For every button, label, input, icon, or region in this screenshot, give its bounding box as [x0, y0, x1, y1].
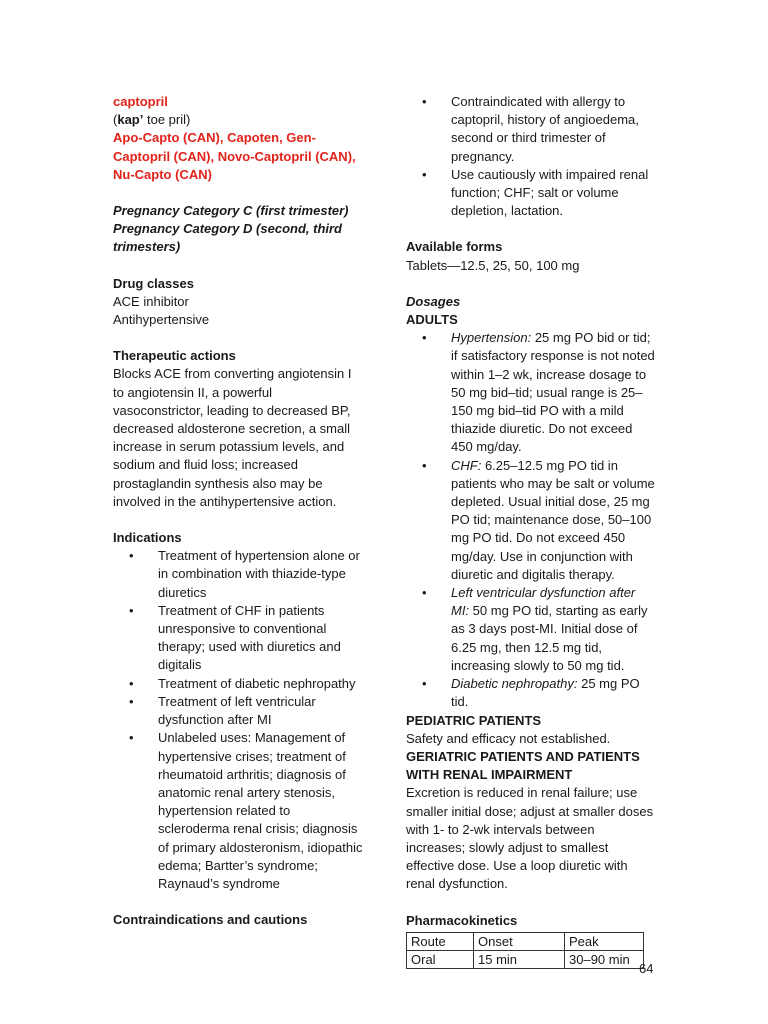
pronunciation-open: (: [113, 112, 118, 128]
right-column: [406, 93, 656, 969]
pediatric-heading: PEDIATRIC PATIENTS: [406, 712, 542, 728]
dosages-heading: Dosages: [406, 293, 461, 309]
indication-item: • Treatment of diabetic nephropathy: [113, 675, 365, 693]
geriatric-text: Excretion is reduced in renal failure; use smaller initial dose; adjust at smaller doses with 1- to 2-wk intervals between increases; slowly adjust to smallest effective dose. Use a loop diuretic with renal dysfunction.: [406, 785, 654, 892]
pronunciation: [113, 111, 365, 129]
pediatric-text: Safety and efficacy not established.: [406, 730, 611, 746]
geriatric-heading: GERIATRIC PATIENTS AND PATIENTS WITH RENAL IMPAIRMENT: [406, 748, 640, 783]
contraindication-item: • Contraindicated with allergy to captopril, history of angioedema, second or third trimester of pregnancy.: [406, 93, 656, 166]
therapeutic-actions-text: Blocks ACE from converting angiotensin I to angiotensin II, a powerful vasoconstrictor, leading to decreased BP, decreased aldosterone secretion, a small increase in serum potassium levels, and sodium and fluid loss; increased prostaglandin synthesis also may be involved in the antihypertensive action.: [113, 366, 352, 509]
dosage-label: Left ventricular dysfunction after MI:: [451, 585, 636, 619]
dosage-text: 6.25–12.5 mg PO tid in patients who may be salt or volume depleted. Usual initial dose, 25 mg PO tid; maintenance dose, 50–100 mg PO tid. Do not exceed 450 mg/day. Use in conjunction with diuretic and digitalis therapy.: [451, 457, 655, 582]
dosage-label: Hypertension:: [451, 330, 532, 346]
pharmacokinetics-heading: Pharmacokinetics: [406, 912, 518, 928]
dosage-text: 25 mg PO bid or tid; if satisfactory response is not noted within 1–2 wk, increase dosage to 50 mg bid–tid; usual range is 25–150 mg bid–tid PO with a mild thiazide diuretic. Do not exceed 450 mg/day.: [451, 330, 655, 455]
indication-item: • Unlabeled uses: Management of hypertensive crises; treatment of rheumatoid arthritis; diagnosis of anatomic renal artery stenosis, hypertension related to scleroderma renal crisis; diagnosis of primary aldosteronism, idiopathic edema; Bartter’s syndrome; Raynaud’s syndrome: [113, 729, 365, 893]
drug-name: captopril: [113, 94, 168, 109]
table-cell: 30–90 min: [565, 950, 644, 968]
table-header-cell: Onset: [474, 932, 565, 950]
therapeutic-actions-heading: Therapeutic actions: [113, 348, 236, 364]
dosage-item: [406, 457, 656, 584]
dosage-label: Diabetic nephropathy:: [451, 676, 578, 692]
dosage-item: [406, 675, 656, 711]
dosage-text: 50 mg PO tid, starting as early as 3 days post-MI. Initial dose of 6.25 mg, then 12.5 mg tid, increasing slowly to 50 mg tid.: [451, 603, 648, 673]
pronunciation-stress: kap’: [117, 112, 144, 128]
dosage-text: 25 mg PO tid.: [451, 676, 640, 710]
indication-item: • Treatment of CHF in patients unresponsive to conventional therapy; used with diuretics and digitalis: [113, 602, 365, 675]
available-forms-text: Tablets—12.5, 25, 50, 100 mg: [406, 257, 580, 273]
drug-classes-heading: Drug classes: [113, 275, 194, 291]
indication-item: • Treatment of hypertension alone or in combination with thiazide-type diuretics: [113, 547, 365, 602]
table-header-row: [407, 932, 644, 950]
brand-names: Apo-Capto (CAN), Capoten, Gen-Captopril (CAN), Novo-Captopril (CAN), Nu-Capto (CAN): [113, 130, 356, 182]
dosage-item: [406, 329, 656, 456]
drug-class-item: ACE inhibitor: [113, 293, 189, 309]
indication-item: • Treatment of left ventricular dysfunction after MI: [113, 693, 365, 729]
adult-dosage-list: [406, 329, 656, 711]
contraindications-heading: Contraindications and cautions: [113, 912, 308, 928]
left-column: [113, 93, 365, 929]
table-header-cell: Route: [407, 932, 474, 950]
drug-class-item: Antihypertensive: [113, 312, 210, 328]
page-number: 64: [639, 961, 654, 976]
pharmacokinetics-table: [406, 932, 644, 969]
adults-heading: ADULTS: [406, 312, 458, 328]
indications-heading: Indications: [113, 530, 182, 546]
contraindications-list: [406, 93, 656, 220]
table-row: [407, 950, 644, 968]
table-cell: 15 min: [474, 950, 565, 968]
available-forms-heading: Available forms: [406, 239, 503, 255]
table-cell: Oral: [407, 950, 474, 968]
pregnancy-category-d: Pregnancy Category D (second, third trimesters): [113, 221, 342, 255]
table-header-cell: Peak: [565, 932, 644, 950]
dosage-label: CHF:: [451, 457, 482, 473]
pregnancy-category-c: Pregnancy Category C (first trimester): [113, 203, 349, 219]
contraindication-item: • Use cautiously with impaired renal function; CHF; salt or volume depletion, lactation.: [406, 166, 656, 221]
indications-list: [113, 547, 365, 893]
dosage-item: [406, 584, 656, 675]
pronunciation-rest: toe pril): [143, 112, 191, 128]
